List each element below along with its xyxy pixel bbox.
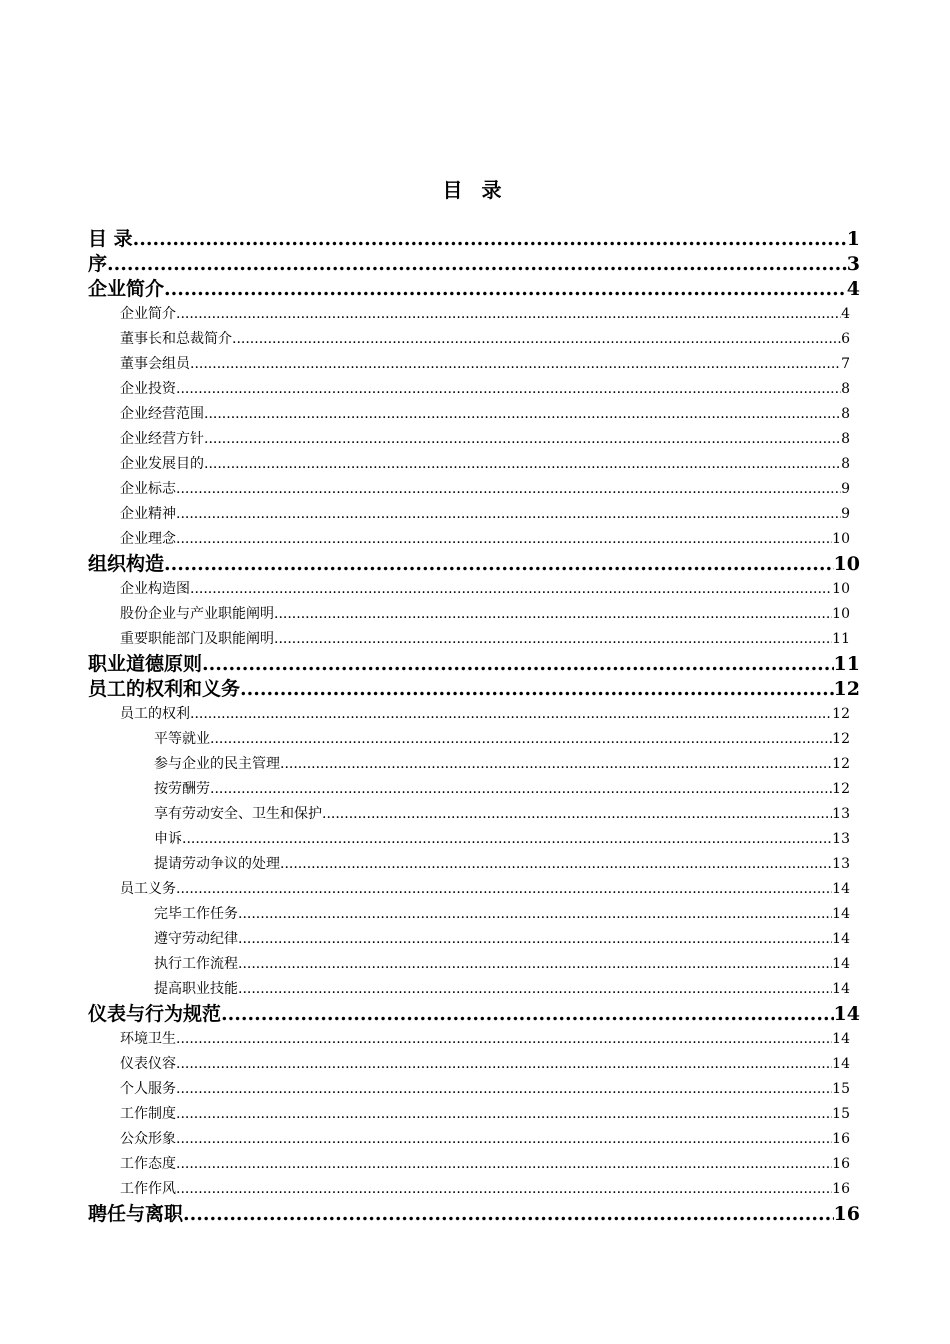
toc-entry-level-2[interactable] xyxy=(88,377,860,402)
toc-page-number: 15 xyxy=(832,1106,850,1122)
toc-dot-leader xyxy=(182,827,832,852)
toc-entry-level-2[interactable] xyxy=(88,1177,860,1202)
toc-dot-leader xyxy=(190,702,832,727)
toc-entry-title: 聘任与离职 xyxy=(88,1203,184,1225)
toc-entry-level-1[interactable] xyxy=(88,252,860,277)
toc-entry-level-2[interactable] xyxy=(88,602,860,627)
toc-entry-level-2[interactable] xyxy=(88,302,860,327)
toc-entry-level-2[interactable] xyxy=(88,877,860,902)
toc-entry-level-2[interactable] xyxy=(88,1077,860,1102)
toc-entry-title: 仪表与行为规范 xyxy=(88,1003,222,1025)
toc-dot-leader xyxy=(238,952,832,977)
toc-dot-leader xyxy=(274,627,832,652)
toc-dot-leader xyxy=(176,477,841,502)
toc-dot-leader xyxy=(190,577,832,602)
toc-page-number: 3 xyxy=(846,253,860,275)
toc-page-number: 12 xyxy=(832,731,850,747)
toc-page-number: 16 xyxy=(832,1131,850,1147)
toc-page-number: 14 xyxy=(832,1031,850,1047)
toc-dot-leader xyxy=(176,877,832,902)
toc-dot-leader xyxy=(133,227,847,252)
toc-page-number: 1 xyxy=(846,228,860,250)
toc-entry-title: 股份企业与产业职能阐明 xyxy=(120,606,274,622)
toc-entry-title: 个人服务 xyxy=(120,1081,176,1097)
toc-page-number: 12 xyxy=(832,756,850,772)
toc-entry-level-1[interactable] xyxy=(88,1202,860,1227)
toc-dot-leader xyxy=(176,302,841,327)
toc-entry-title: 提高职业技能 xyxy=(154,981,238,997)
toc-entry-title: 企业简介 xyxy=(120,306,176,322)
toc-dot-leader xyxy=(176,527,832,552)
toc-entry-title: 企业投资 xyxy=(120,381,176,397)
toc-entry-title: 董事长和总裁简介 xyxy=(120,331,232,347)
toc-page-number: 4 xyxy=(841,306,850,322)
toc-entry-level-1[interactable] xyxy=(88,227,860,252)
table-of-contents xyxy=(88,227,860,1227)
toc-entry-level-2[interactable] xyxy=(88,1052,860,1077)
toc-dot-leader xyxy=(204,402,841,427)
toc-entry-level-2[interactable] xyxy=(88,327,860,352)
toc-entry-title: 企业经营方针 xyxy=(120,431,204,447)
toc-dot-leader xyxy=(280,752,832,777)
toc-page-number: 7 xyxy=(841,356,850,372)
toc-entry-title: 申诉 xyxy=(154,831,182,847)
toc-entry-title: 提请劳动争议的处理 xyxy=(154,856,280,872)
toc-entry-title: 公众形象 xyxy=(120,1131,176,1147)
toc-entry-level-3[interactable] xyxy=(88,927,860,952)
toc-page-number: 12 xyxy=(832,706,850,722)
toc-page-number: 10 xyxy=(832,606,850,622)
toc-dot-leader xyxy=(204,452,841,477)
toc-page-number: 12 xyxy=(832,781,850,797)
toc-entry-level-3[interactable] xyxy=(88,727,860,752)
toc-entry-title: 环境卫生 xyxy=(120,1031,176,1047)
toc-page-number: 15 xyxy=(832,1081,850,1097)
toc-entry-title: 工作制度 xyxy=(120,1106,176,1122)
toc-dot-leader xyxy=(107,252,847,277)
toc-entry-level-2[interactable] xyxy=(88,1127,860,1152)
toc-page-number: 10 xyxy=(832,581,850,597)
toc-entry-level-2[interactable] xyxy=(88,1102,860,1127)
toc-entry-title: 序 xyxy=(88,253,108,275)
toc-entry-title: 企业构造图 xyxy=(120,581,190,597)
toc-entry-title: 企业标志 xyxy=(120,481,176,497)
toc-dot-leader xyxy=(202,652,834,677)
toc-entry-title: 企业发展目的 xyxy=(120,456,204,472)
toc-page-number: 6 xyxy=(841,331,850,347)
toc-entry-title: 职业道德原则 xyxy=(88,653,203,675)
toc-entry-title: 董事会组员 xyxy=(120,356,190,372)
toc-page-number: 8 xyxy=(841,456,850,472)
toc-dot-leader xyxy=(183,1202,834,1227)
toc-entry-title: 员工的权利和义务 xyxy=(88,678,241,700)
toc-dot-leader xyxy=(164,552,834,577)
toc-entry-title: 员工义务 xyxy=(120,881,176,897)
toc-page-number: 14 xyxy=(832,906,850,922)
toc-dot-leader xyxy=(210,777,832,802)
toc-entry-level-2[interactable] xyxy=(88,452,860,477)
toc-page-number: 13 xyxy=(832,856,850,872)
toc-entry-level-3[interactable] xyxy=(88,827,860,852)
toc-dot-leader xyxy=(176,1077,832,1102)
toc-entry-level-1[interactable] xyxy=(88,652,860,677)
toc-entry-title: 仪表仪容 xyxy=(120,1056,176,1072)
toc-entry-title: 按劳酬劳 xyxy=(154,781,210,797)
toc-entry-title: 重要职能部门及职能阐明 xyxy=(120,631,274,647)
toc-entry-level-1[interactable] xyxy=(88,277,860,302)
toc-page-number: 10 xyxy=(832,531,850,547)
toc-entry-title: 企业精神 xyxy=(120,506,176,522)
toc-dot-leader xyxy=(232,327,841,352)
toc-dot-leader xyxy=(322,802,832,827)
toc-entry-level-3[interactable] xyxy=(88,852,860,877)
toc-entry-level-2[interactable] xyxy=(88,702,860,727)
toc-entry-level-1[interactable] xyxy=(88,552,860,577)
toc-entry-level-2[interactable] xyxy=(88,352,860,377)
toc-entry-level-3[interactable] xyxy=(88,752,860,777)
toc-entry-level-1[interactable] xyxy=(88,677,860,702)
toc-dot-leader xyxy=(176,1152,832,1177)
toc-entry-title: 员工的权利 xyxy=(120,706,190,722)
toc-dot-leader xyxy=(240,677,834,702)
toc-page-number: 14 xyxy=(832,981,850,997)
toc-entry-level-2[interactable] xyxy=(88,577,860,602)
toc-page-number: 8 xyxy=(841,431,850,447)
toc-entry-level-2[interactable] xyxy=(88,502,860,527)
toc-page-number: 14 xyxy=(832,1056,850,1072)
toc-page-number: 8 xyxy=(841,381,850,397)
toc-entry-title: 遵守劳动纪律 xyxy=(154,931,238,947)
toc-dot-leader xyxy=(190,352,841,377)
toc-dot-leader xyxy=(204,427,841,452)
toc-dot-leader xyxy=(176,502,841,527)
toc-entry-level-3[interactable] xyxy=(88,902,860,927)
toc-page-number: 16 xyxy=(832,1156,850,1172)
toc-dot-leader xyxy=(210,727,832,752)
toc-entry-level-2[interactable] xyxy=(88,1027,860,1052)
toc-page-number: 11 xyxy=(832,631,850,647)
toc-dot-leader xyxy=(176,1102,832,1127)
toc-page-number: 4 xyxy=(846,278,860,300)
toc-page-number: 8 xyxy=(841,406,850,422)
toc-entry-title: 执行工作流程 xyxy=(154,956,238,972)
toc-page-number: 13 xyxy=(832,831,850,847)
toc-entry-level-2[interactable] xyxy=(88,427,860,452)
toc-entry-level-2[interactable] xyxy=(88,527,860,552)
toc-entry-title: 目 录 xyxy=(88,228,133,250)
toc-entry-title: 参与企业的民主管理 xyxy=(154,756,280,772)
toc-dot-leader xyxy=(176,1027,832,1052)
toc-dot-leader xyxy=(238,927,832,952)
toc-entry-level-3[interactable] xyxy=(88,977,860,1002)
toc-dot-leader xyxy=(238,902,832,927)
toc-entry-level-3[interactable] xyxy=(88,802,860,827)
toc-entry-level-3[interactable] xyxy=(88,952,860,977)
toc-page-number: 9 xyxy=(841,506,850,522)
toc-entry-title: 工作态度 xyxy=(120,1156,176,1172)
toc-entry-title: 享有劳动安全、卫生和保护 xyxy=(154,806,322,822)
toc-entry-level-3[interactable] xyxy=(88,777,860,802)
toc-page-number: 16 xyxy=(833,1203,860,1225)
toc-dot-leader xyxy=(176,1127,832,1152)
toc-entry-title: 企业理念 xyxy=(120,531,176,547)
toc-dot-leader xyxy=(176,1177,832,1202)
toc-dot-leader xyxy=(238,977,832,1002)
toc-page-number: 14 xyxy=(832,881,850,897)
toc-page-number: 11 xyxy=(833,653,860,675)
toc-entry-level-2[interactable] xyxy=(88,402,860,427)
page-title: 目 录 xyxy=(442,178,508,202)
toc-page-number: 14 xyxy=(832,931,850,947)
toc-dot-leader xyxy=(164,277,847,302)
toc-page-number: 12 xyxy=(833,678,860,700)
toc-page-number: 9 xyxy=(841,481,850,497)
toc-entry-level-2[interactable] xyxy=(88,1152,860,1177)
toc-entry-title: 企业经营范围 xyxy=(120,406,204,422)
toc-page-number: 16 xyxy=(832,1181,850,1197)
toc-page-number: 14 xyxy=(833,1003,860,1025)
toc-entry-level-1[interactable] xyxy=(88,1002,860,1027)
toc-entry-title: 组织构造 xyxy=(88,553,165,575)
toc-page-number: 13 xyxy=(832,806,850,822)
toc-dot-leader xyxy=(221,1002,834,1027)
toc-entry-title: 平等就业 xyxy=(154,731,210,747)
toc-dot-leader xyxy=(176,377,841,402)
toc-entry-title: 企业简介 xyxy=(88,278,165,300)
toc-entry-title: 完毕工作任务 xyxy=(154,906,238,922)
toc-entry-title: 工作作风 xyxy=(120,1181,176,1197)
toc-dot-leader xyxy=(176,1052,832,1077)
toc-dot-leader xyxy=(274,602,832,627)
toc-entry-level-2[interactable] xyxy=(88,627,860,652)
toc-entry-level-2[interactable] xyxy=(88,477,860,502)
toc-page-number: 14 xyxy=(832,956,850,972)
toc-page-number: 10 xyxy=(833,553,860,575)
toc-dot-leader xyxy=(280,852,832,877)
